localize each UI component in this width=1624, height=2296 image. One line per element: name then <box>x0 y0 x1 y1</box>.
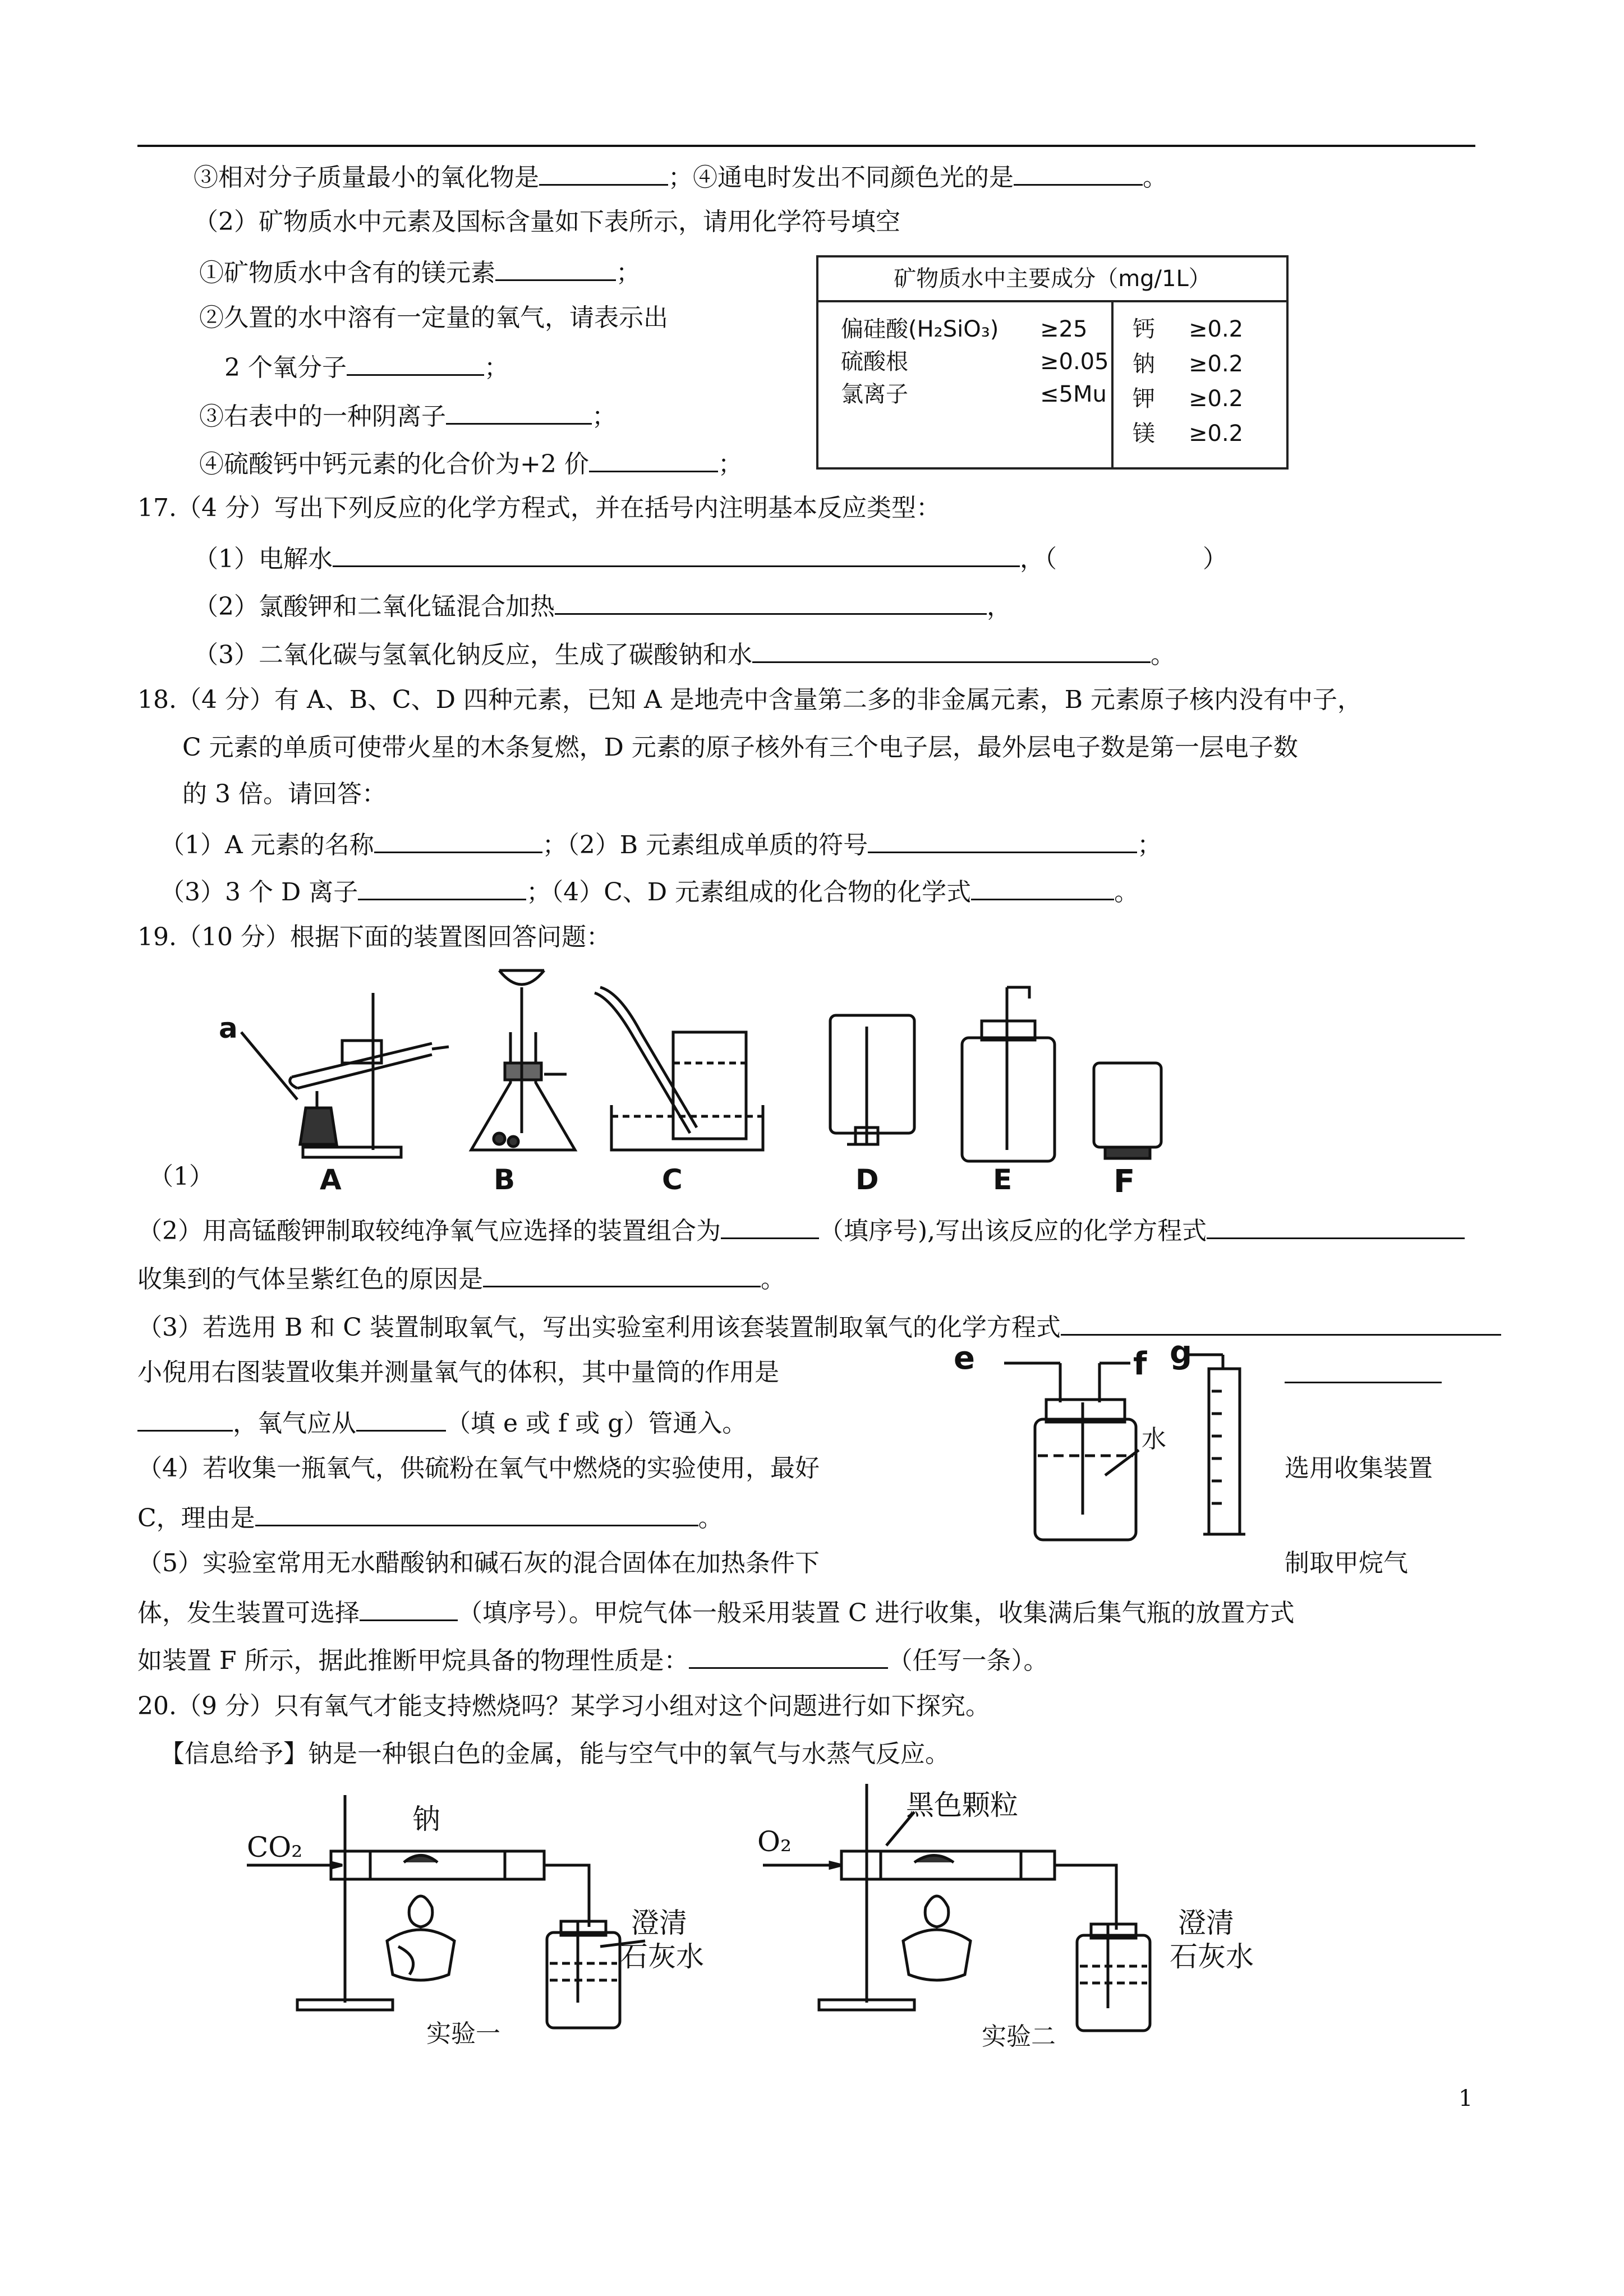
blank[interactable] <box>333 540 1020 567</box>
label-F: F <box>1114 1163 1135 1200</box>
q16-text: 。 <box>1143 163 1167 192</box>
exp2-caption: 实验二 <box>982 2022 1056 2051</box>
q19-text: 体，发生装置可选择 <box>137 1599 360 1627</box>
q19-s5e <box>137 1641 1048 1678</box>
tube-e-label: e <box>954 1340 975 1377</box>
q19-s5a: （5）实验室常用无水醋酸钠和碱石灰的混合固体在加热条件下 <box>137 1549 820 1577</box>
q17-s2 <box>194 587 1011 624</box>
blank[interactable] <box>539 158 668 186</box>
apparatus-d <box>830 1015 914 1144</box>
blank[interactable] <box>1061 1308 1501 1336</box>
q19-text: （填序号）。甲烷气体一般采用装置 C 进行收集，收集满后集气瓶的放置方式 <box>458 1599 1295 1627</box>
q16-item2b <box>224 348 509 385</box>
blank[interactable] <box>137 1404 233 1432</box>
table-cell: 钾 <box>1133 386 1155 412</box>
q19-text: （3）若选用 B 和 C 装置制取氧气，写出实验室利用该套装置制取氧气的化学方程式 <box>137 1313 1061 1342</box>
q19-text: ，氧气应从 <box>233 1409 356 1438</box>
label-A: A <box>320 1163 342 1196</box>
q16-text: ； <box>717 450 743 478</box>
exp2-solid-label: 黑色颗粒 <box>906 1789 1018 1821</box>
exp1-caption: 实验一 <box>426 2019 500 2047</box>
q17-text: ， <box>987 592 1011 621</box>
table-cell: 硫酸根 <box>841 349 908 375</box>
q19-s3c <box>137 1404 747 1441</box>
q19-text: （任写一条）。 <box>887 1646 1048 1675</box>
apparatus-c <box>595 987 763 1150</box>
label-E: E <box>993 1163 1013 1196</box>
header-rule <box>137 145 1475 147</box>
q16-item1 <box>199 254 641 290</box>
table-cell: ≥0.05 <box>1040 349 1109 375</box>
q19-s2a <box>137 1212 1465 1248</box>
q16-text: ④硫酸钙中钙元素的化合价为+2 价 <box>199 450 589 478</box>
q19-s5c <box>137 1594 1295 1630</box>
water-label: 水 <box>1142 1425 1166 1453</box>
q16-item4 <box>199 445 743 481</box>
exp1-water-label-1: 澄清 <box>631 1907 687 1939</box>
blank[interactable] <box>868 826 1137 853</box>
table-cell: ≤5Mu <box>1040 381 1107 407</box>
q19-text: 如装置 F 所示，据此推断甲烷具备的物理性质是： <box>137 1646 689 1675</box>
exp1-water-label-2: 石灰水 <box>620 1940 704 1973</box>
experiment-2-figure <box>757 1778 1285 2053</box>
table-cell: 氯离子 <box>841 381 908 407</box>
q19-s4a: （4）若收集一瓶氧气，供硫粉在氧气中燃烧的实验使用，最好 <box>137 1454 820 1483</box>
q19-stem: 19.（10 分）根据下面的装置图回答问题： <box>137 923 611 951</box>
blank[interactable] <box>360 1594 458 1621</box>
q18-text: ； <box>1137 831 1162 859</box>
blank[interactable] <box>971 873 1114 900</box>
table-cell: 钙 <box>1133 316 1155 342</box>
table-title: 矿物质水中主要成分（mg/1L） <box>818 257 1286 302</box>
blank[interactable] <box>1207 1212 1465 1239</box>
label-D: D <box>855 1163 879 1196</box>
table-divider <box>1111 301 1114 470</box>
blank[interactable] <box>555 587 987 615</box>
q17-stem: 17.（4 分）写出下列反应的化学方程式，并在括号内注明基本反应类型： <box>137 494 941 522</box>
q18-b <box>160 873 1139 909</box>
q17-text: ） <box>1203 545 1227 573</box>
q19-text: （填 e 或 f 或 g）管通入。 <box>446 1409 747 1438</box>
q16-text: ； <box>484 353 509 382</box>
table-cell: ≥0.2 <box>1189 421 1244 447</box>
q19-s2c <box>137 1260 785 1296</box>
q19-text: （2）用高锰酸钾制取较纯净氧气应选择的装置组合为 <box>137 1217 721 1245</box>
experiment-1-figure <box>241 1778 724 2047</box>
apparatus-f <box>1094 1063 1161 1158</box>
blank[interactable] <box>721 1212 819 1239</box>
q16-item2a: ②久置的水中溶有一定量的氧气，请表示出 <box>199 303 668 332</box>
apparatus-figure <box>208 965 1195 1200</box>
mineral-table <box>816 255 1289 470</box>
blank[interactable] <box>255 1499 698 1526</box>
blank[interactable] <box>358 873 526 900</box>
label-a: a <box>219 1012 238 1045</box>
q19-p1: （1） <box>149 1162 214 1191</box>
exp2-gas-label: O₂ <box>757 1825 792 1858</box>
tube-g-label: g <box>1170 1335 1193 1371</box>
q19-text: 。 <box>698 1504 723 1533</box>
q18-text: ；（2）B 元素组成单质的符号 <box>542 831 868 859</box>
label-B: B <box>494 1163 516 1196</box>
q16-text: ；④通电时发出不同颜色光的是 <box>668 163 1014 192</box>
q18-text: ；（4）C、D 元素组成的化合物的化学式 <box>526 878 972 907</box>
q19-text: 收集到的气体呈紫红色的原因是 <box>137 1265 483 1294</box>
q18-l1: 18.（4 分）有 A、B、C、D 四种元素，已知 A 是地壳中含量第二多的非金属元素，B 元素原子核内没有中子， <box>137 685 1363 714</box>
table-cell: ≥0.2 <box>1189 386 1244 412</box>
blank[interactable] <box>689 1641 888 1669</box>
q17-s3 <box>194 636 1175 672</box>
q16-text: ； <box>616 259 641 287</box>
exp2-water-label-1: 澄清 <box>1178 1907 1234 1939</box>
q17-text: 。 <box>1151 641 1175 669</box>
apparatus-e <box>962 987 1055 1161</box>
blank[interactable] <box>495 254 616 281</box>
table-cell: ≥0.2 <box>1189 316 1244 342</box>
blank[interactable] <box>374 826 542 853</box>
q20-info: 【信息给予】钠是一种银白色的金属，能与空气中的氧气与水蒸气反应。 <box>160 1740 950 1768</box>
q17-text: ，（ <box>1020 545 1057 573</box>
table-cell: 镁 <box>1133 421 1155 447</box>
blank[interactable] <box>347 348 484 376</box>
q17-text: （1）电解水 <box>194 545 333 573</box>
exp1-gas-label: CO₂ <box>247 1831 303 1864</box>
q16-text: ③相对分子质量最小的氧化物是 <box>194 163 539 192</box>
q19-s4b: 选用收集装置 <box>1285 1454 1433 1483</box>
page-number: 1 <box>1459 2086 1473 2111</box>
blank[interactable] <box>1014 158 1143 186</box>
q18-l3: 的 3 倍。请回答： <box>182 780 387 808</box>
q19-text: （填序号),写出该反应的化学方程式 <box>819 1217 1207 1245</box>
q16-line3 <box>194 158 1167 195</box>
q18-l2: C 元素的单质可使带火星的木条复燃，D 元素的原子核外有三个电子层，最外层电子数是第一层电子数 <box>182 733 1298 762</box>
table-cell: 偏硅酸(H₂SiO₃) <box>841 316 999 342</box>
q18-a <box>160 826 1162 862</box>
exp2-water-label-2: 石灰水 <box>1170 1940 1254 1973</box>
table-cell: ≥0.2 <box>1189 351 1244 377</box>
q19-text: C，理由是 <box>137 1504 255 1533</box>
q19-s5b: 制取甲烷气 <box>1285 1549 1408 1577</box>
exp1-solid-label: 钠 <box>412 1803 440 1835</box>
apparatus-b <box>471 970 575 1150</box>
label-C: C <box>662 1163 683 1196</box>
gas-volume-figure <box>954 1335 1481 1543</box>
q16-text: ③右表中的一种阴离子 <box>199 402 446 431</box>
q18-text: （1）A 元素的名称 <box>160 831 374 859</box>
apparatus-a <box>241 993 449 1157</box>
q16-text: ①矿物质水中含有的镁元素 <box>199 259 495 287</box>
q20-stem: 20.（9 分）只有氧气才能支持燃烧吗？某学习小组对这个问题进行如下探究。 <box>137 1692 990 1720</box>
q19-s4c <box>137 1499 723 1535</box>
q16-item3 <box>199 397 617 434</box>
q16-sub2: （2）矿物质水中元素及国标含量如下表所示，请用化学符号填空 <box>194 208 900 236</box>
q16-text: 2 个氧分子 <box>224 353 347 382</box>
q18-text: 。 <box>1114 878 1139 907</box>
q18-text: （3）3 个 D 离子 <box>160 878 358 907</box>
table-cell: 钠 <box>1133 351 1155 377</box>
table-cell: ≥25 <box>1040 316 1088 342</box>
q17-text: （3）二氧化碳与氢氧化钠反应，生成了碳酸钠和水 <box>194 641 752 669</box>
blank[interactable] <box>446 397 592 425</box>
q17-s1 <box>194 540 1227 576</box>
blank[interactable] <box>589 445 718 472</box>
q19-s3b: 小倪用右图装置收集并测量氧气的体积，其中量筒的作用是 <box>137 1358 779 1387</box>
tube-f-label: f <box>1133 1346 1147 1382</box>
q19-text: 。 <box>761 1265 785 1294</box>
q17-text: （2）氯酸钾和二氧化锰混合加热 <box>194 592 555 621</box>
blank[interactable] <box>752 636 1151 663</box>
q16-text: ； <box>592 402 617 431</box>
blank[interactable] <box>483 1260 761 1287</box>
blank[interactable] <box>356 1404 446 1432</box>
